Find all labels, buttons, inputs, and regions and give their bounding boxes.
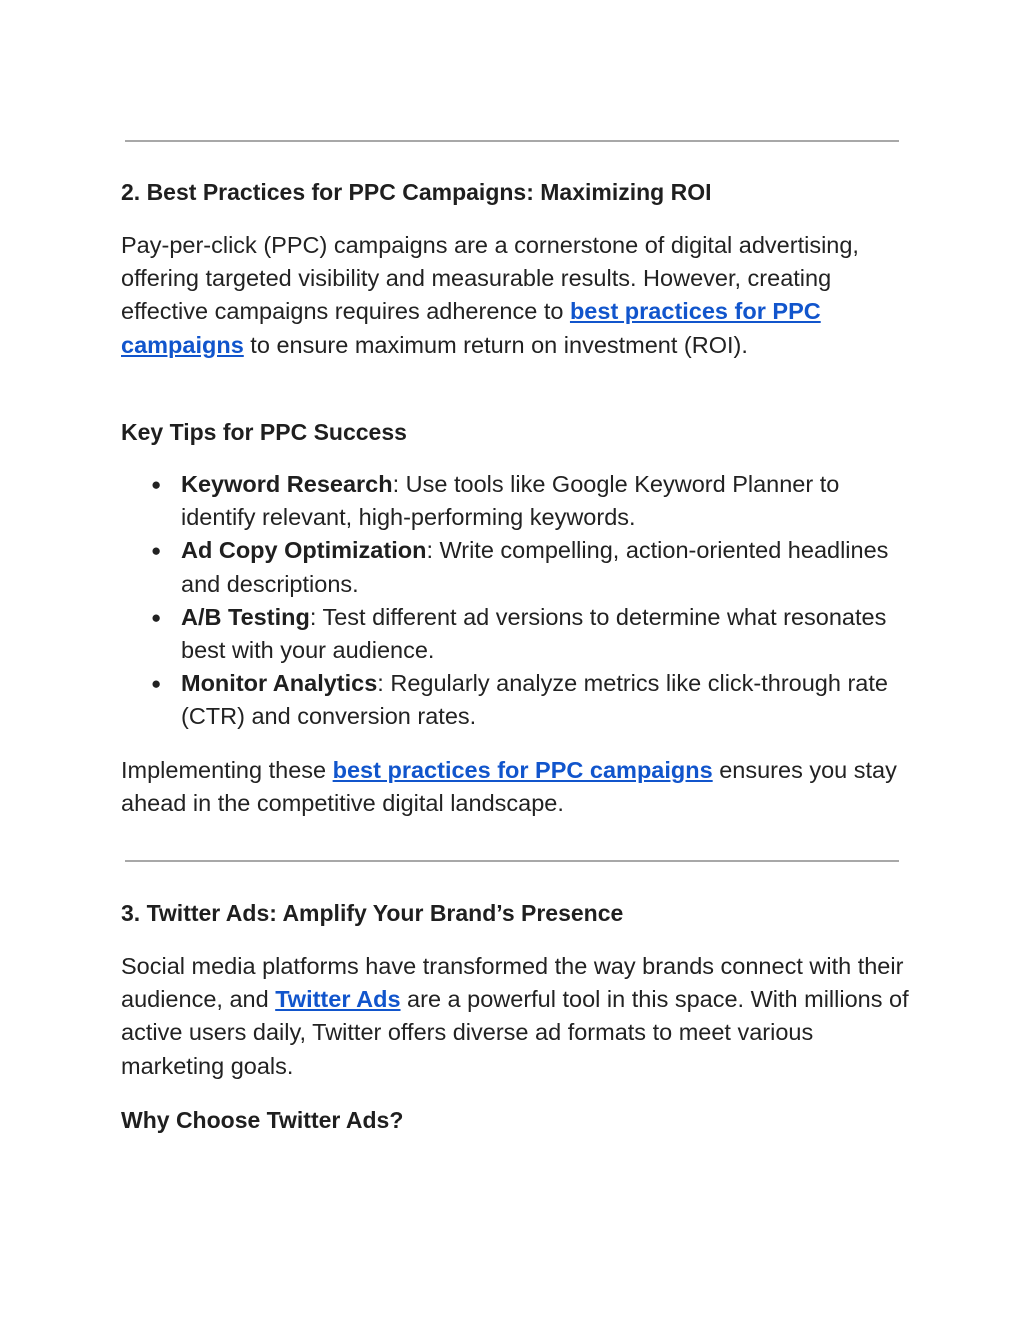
bullet-icon: ● — [151, 674, 162, 694]
subheading: Why Choose Twitter Ads? — [121, 1107, 404, 1133]
list-item-text: : Use tools like Google Keyword Planner to identify relevant, high-performing keywords. — [181, 471, 840, 531]
intro-paragraph — [121, 950, 911, 1083]
bullet-icon: ● — [151, 475, 162, 494]
paragraph-text: ensures you stay ahead in the competitive digital landscape. — [121, 757, 897, 817]
list-item-text: : Regularly analyze metrics like click-through rate (CTR) and conversion rates. — [181, 670, 888, 730]
ppc-best-practices-link[interactable]: best practices for PPC campaigns — [121, 298, 821, 358]
horizontal-divider — [125, 860, 899, 862]
list-item — [150, 601, 910, 667]
section-heading: 2. Best Practices for PPC Campaigns: Maximizing ROI — [121, 179, 712, 205]
intro-paragraph — [121, 229, 911, 362]
ppc-best-practices-link[interactable]: best practices for PPC campaigns — [332, 757, 713, 783]
paragraph-text: Implementing these — [121, 757, 333, 783]
list-item-title: Monitor Analytics — [181, 670, 378, 697]
bullet-icon: ● — [151, 607, 162, 627]
paragraph-text: Pay-per-click (PPC) campaigns are a cornerstone of digital advertising, offering targeted visibility and measurable results. However, creating effective campaigns requires adherence to — [121, 232, 859, 325]
list-item-title: Keyword Research — [181, 471, 393, 497]
bullet-icon: ● — [151, 541, 162, 561]
list-item — [150, 468, 910, 534]
list-item-title: Ad Copy Optimization — [181, 537, 427, 564]
section-heading: 3. Twitter Ads: Amplify Your Brand’s Presence — [121, 900, 624, 926]
paragraph-text: to ensure maximum return on investment (ROI). — [243, 331, 748, 358]
tips-list — [150, 468, 910, 734]
list-item — [150, 534, 910, 600]
subheading: Key Tips for PPC Success — [121, 419, 407, 445]
horizontal-divider — [125, 140, 899, 142]
list-item — [150, 667, 910, 733]
twitter-ads-link[interactable]: Twitter Ads — [275, 986, 401, 1013]
paragraph-text: are a powerful tool in this space. With millions of active users daily, Twitter offers diverse ad formats to meet various marketing goals. — [121, 986, 909, 1079]
closing-paragraph — [121, 754, 911, 820]
list-item-title: A/B Testing — [181, 603, 310, 630]
list-item-text: : Write compelling, action-oriented headlines and descriptions. — [181, 537, 889, 597]
list-item-text: : Test different ad versions to determine what resonates best with your audience. — [181, 603, 887, 664]
paragraph-text: Social media platforms have transformed the way brands connect with their audience, and — [121, 953, 904, 1013]
